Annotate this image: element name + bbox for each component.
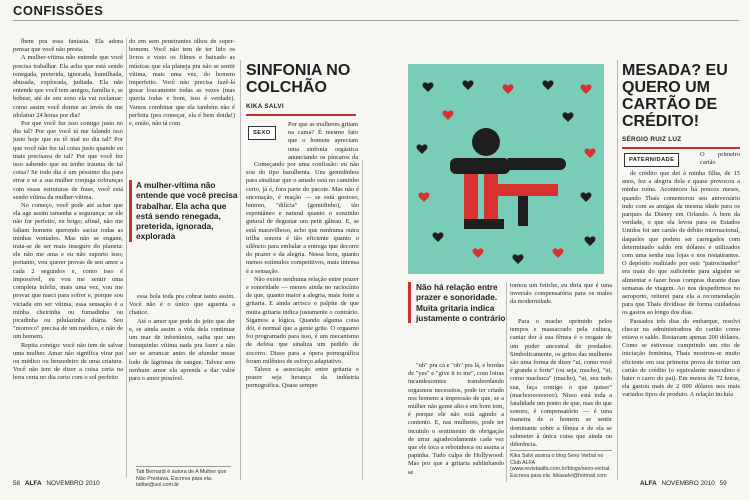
pull-quote-bar <box>408 282 411 323</box>
paragraph: Até o amor que pode do jeito que der e, se ainda assim a vida dela continuar um mar de infortúnios, saiba que um buraquinho vítima nada pra fazer a não ser se arrancar antes de afundar nesse lodo de lágrimas de sangue. Talvez sem nenhum amor ela aprenda a dar valor para o amor possível. <box>129 317 235 383</box>
paragraph: Por que você fez isso comigo justo no dia tal? Por que você tá me falando isso justo hoje que eu tô mal no dia tal? Por que você não fez tal coisa justo quando eu mais precisava de tal? Por que você fez isso sabendo que eu tenho trauma de tal coisa? Se todo dia é um péssimo dia para errar e se a sua mulher conjuga cobranças com essas estruturas de frase, você está sendo vítima da mulher-vítima. <box>13 120 123 201</box>
paragraph: de crédito que dei à minha filha, de 15 anos, fez a alegria dela e quase provocou a minha ruína. Aconteceu há poucos meses, quando Thaís comemorou seu aniversário indo com as amigas da mesma idade para os parques da Disney em Orlando. A bem da verdade, o que ela levou para os Estados Unidos foi um cartão de débito internacional, daqueles que podem ser carregados com determinado saldo em dólares e utilizados com uma senha nas lojas e nos restaurantes. O depósito realizado por este "patrocinador" era mais do que suficiente para alguém se alimentar e fazer boas compras durante duas semanas de viagem. Ao nos despedirmos no aeroporto, reiterei para ela a recomendação para que Thaís dividisse de forma cuidadosa os gastos ao longo dos dias. <box>622 170 740 317</box>
magazine-brand: ALFA <box>640 480 657 487</box>
couple-figure <box>450 128 566 229</box>
illustration <box>408 64 604 274</box>
author-note-2: Kika Salvi assina o blog Sexo Verbal no Club ALFA (www.revistaalfa.com.br/blogs/sexo-verbal. Escreva para ela: kikasalvi@hotmail.com <box>510 450 612 479</box>
column-divider <box>126 38 127 478</box>
heart-icon <box>543 80 554 90</box>
footer-left <box>13 480 100 487</box>
article2-column2 <box>408 362 504 480</box>
paragraph: Para o macho oprimido pelos tempos e massacrado pela cultura, cantar dor à sua fêmea é o resgate de um poder ancestral de predador. Simbolicamente, os gritos das mulheres são uma forma de dizer "ui, como você é grande e forte" (ou seja, macho), "ui, como machuca" (macho), "ui, seu tudo sua, faça comigo o que quiser" (machooooooooo). Nisso está toda a fatalidade um ponto de que, mas do que sonoro, é compensatório — é uma maneira de o homem se sentir dominante sobre a fêmea e de ela se submeter à única coisa que ainda ou diferência. <box>510 318 612 449</box>
heart-icon <box>417 144 428 154</box>
article2-rule <box>246 114 356 116</box>
issue-date: NOVEMBRO 2010 <box>46 480 100 487</box>
article2-column3-top <box>510 282 612 322</box>
heart-icon <box>423 82 434 92</box>
article1-column2-top <box>129 38 235 158</box>
article2-title: SINFONIA NO COLCHÃO <box>246 62 351 96</box>
paragraph: Talvez a associação entre gritaria e prazer seja herança da indústria pornográfica. Quase sempre <box>246 366 359 390</box>
column-divider <box>506 282 507 482</box>
heart-icon <box>553 248 564 258</box>
pull-quote-text: A mulher-vítima não entende que você precisa trabalhar. Ela acha que está sendo renegada, preterida, ignorada, explorada <box>136 180 238 242</box>
intro-paragraph: Por que as mulheres gritam na cama? É mesmo fato que o homem apreciam uma sinfonia orgástica anunciando os píncaros da <box>288 121 358 161</box>
article3-body <box>622 170 740 478</box>
article3-author: SÉRGIO RUIZ LUZ <box>622 136 682 143</box>
paragraph: Não existe nenhuma relação entre prazer e sonoridade — menos ainda no raciocínio de que, quanto maior a alegria, mais forte a gritaria. E ainda arrisco o palpite de que muita gritaria indica justamente o contrário. Sigamos a lógica. Quando alguma coisa dói, é normal que a gente grite. O orgasmo foi programado para isso, é um mecanismo de defesa que sinaliza um pedido de socorro. Disso para a ópera pornográfica foram milênios de esforço adaptativo. <box>246 275 359 365</box>
heart-icon <box>585 148 596 158</box>
issue-date: NOVEMBRO 2010 <box>661 480 715 487</box>
paragraph: A mulher-vítima não entende que você precisa trabalhar. Ela acha que está sendo renegada, preterida, ignorada, humilhada, abusada, explorada, judiada. Ela não entende que você tem amigos, família e, se bobear, até de seu sono ela vai reclamar: como assim você dorme ao invés de me idolatrar 24 horas por dia? <box>13 54 123 119</box>
article3-title: MESADA? EU QUERO UM CARTÃO DE CRÉDITO! <box>622 62 728 130</box>
column-divider <box>617 60 618 480</box>
heart-icon <box>443 110 454 120</box>
page-number: 58 <box>13 480 21 487</box>
paragraph: "uh" pra cá e "oh" pra lá, e bordas de "yes" e "give it to me", com loiras incandescentes transbordando orgasmos necessitos, pode ter criado nos homens a impressão de que, se a mulher não geme alto e em bom tom, é porque ele não está agindo a contento. E, nas mulheres, pode ter incutido o sentimento de obrigação de urrar agradecidamente cada vez que ele toca a reboinhoca ou assina a papinha. Tudo culpa de Hollywood. Mas por que a gritaria sublinhando se <box>408 362 504 476</box>
article3-lead <box>700 151 740 167</box>
paragraph: do em sem penetrantes olhos de super-homem. Você não tem de ter lido os livros e visto os filmes e baixado as músicas que ela planeja pra não se sentir vítima, mais uma vez, do homem imperfeito. Você não precisa fazê-la gozar loucamente todas as vezes (mas queria todas e bom, isso é verdade). Vamos combinar que ela também não é perfeita (pra começar, ela é bem doida!) e, então, não tá com <box>129 38 235 128</box>
author-note-1: Tati Bernardi é autora de A Mulher que Não Prestava. Escreva para ela: tatibe@uol.com.br <box>136 466 231 489</box>
illustration-drawing <box>408 64 604 274</box>
article2-tag: SEXO <box>248 126 276 140</box>
heart-icon <box>581 84 592 94</box>
paragraph: lbem pra essa fantasia. Ela adora pensar que você não presta. <box>13 38 123 54</box>
pull-quote-text: Não há relação entre prazer e sonoridade. Muita gritaria indica justamente o contrário <box>416 282 506 323</box>
article1-column2-bottom <box>129 293 235 458</box>
paragraph: Repita comigo: você não tem de salvar uma mulher. Amar não significa virar pai ou médico ou benzedeiro de uma criatura. Você não tem de dizer a coisa certa na hora certa no dia certo com o sol perfeito <box>13 341 123 382</box>
heart-icon <box>513 254 524 264</box>
column-divider <box>240 60 241 480</box>
article2-author: KIKA SALVI <box>246 103 284 110</box>
heart-icon <box>473 248 484 258</box>
column-divider <box>362 160 363 480</box>
heart-icon <box>463 80 474 90</box>
heart-icon <box>503 84 514 94</box>
heart-icon <box>563 112 574 122</box>
heart-icon <box>585 236 596 246</box>
top-rule <box>13 20 739 21</box>
heart-icon <box>419 192 430 202</box>
magazine-brand: ALFA <box>24 480 42 487</box>
footer-right <box>640 480 727 487</box>
paragraph: Começando por uma confissão: eu não sou do tipo barulhenta. Uns gemidinhos para sinalizar que o amado está no caminho certo, já é, fora parte do pacote. Mas não é encenação, é reação — se está gostoso, hmmm, "dilícia" (gemidinho), tão espontâneo e natural quanto o sonzinho gutural de degustar um petit gâteau. E, se está maravilhoso, acho que nenhuma outra trilha sonora é tão eficiente quanto o silêncio para embalar a entrega que decorre do prazer e da alegria. Nessa hora, quanto menos estímulos competitivos, mais intensa é a sensação. <box>246 161 359 275</box>
article3-rule <box>622 147 740 149</box>
article2-intro <box>288 121 358 161</box>
section-title: CONFISSÕES <box>13 3 104 18</box>
paragraph: essa bola toda pra cobrar tanto assim. Você não é o único que aguenta a chatice. <box>129 293 235 317</box>
page-number: 59 <box>719 480 727 487</box>
pull-quote-2 <box>408 282 508 323</box>
article2-column1 <box>246 161 359 476</box>
pull-quote-1 <box>129 180 244 242</box>
heart-icon <box>581 192 592 202</box>
paragraph: No começo, você pode até achar que ela age assim tamanha a segurança: se ele não for perfeito, eu brigo; afinal, não me faltam homens querendo saciar todas as minhas vontades. Mas não se engane, trata-se de ser mais inseguro do planeta: ele não me ama e eu não suporto isso; portanto, vou querer provas de seu amor a cada 2 segundos e, como isso é impossível, eu vou me sentir uma completa infeliz, mais uma vez, vou me provar que nasci para sofrer e, porque sou viciada em ser vítima, essa sensação é a minha cheirinha ou fumadinha ou picadinha ou pilulazinha diária. Seu "morreco" precisa de um médico, e não de um homem. <box>13 202 123 341</box>
paragraph: O primeiro cartão <box>700 151 740 167</box>
article3-tag: PATERNIDADE <box>624 153 679 167</box>
paragraph: tornou um fetiche, eu diria que é uma inversão compensatória para os males da modernidade. <box>510 282 612 306</box>
paragraph: Passados três dias do embarque, resolvi checar na administradora do cartão como estava o saldo. Restavam apenas 200 dólares. Como se estivesse cumprindo um rito de iniciação feminina, Thaís mostrou-se muito eficiente em sua primeira prova de torrar um cartão de crédito (o equivalente masculino é bater o carro do pai). Em menos de 72 horas, ela gastou mais de 2 000 dólares nos mais variados tipos de produto. A relação incluía <box>622 317 740 399</box>
article1-column1 <box>13 38 123 478</box>
heart-icon <box>433 232 444 242</box>
pull-quote-bar <box>129 180 132 242</box>
